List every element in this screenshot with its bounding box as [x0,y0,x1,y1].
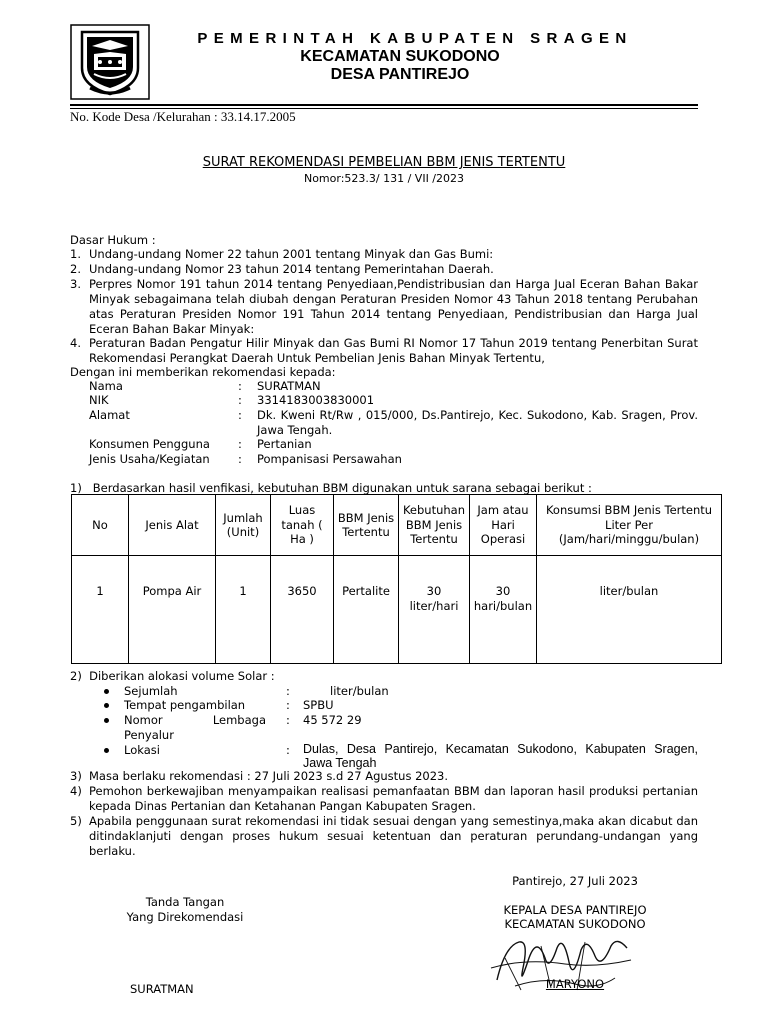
table-cell: 30 hari/bulan [470,556,537,664]
dasar-hukum-item: 1. Undang-undang Nomer 22 tahun 2001 tentang Minyak dan Gas Bumi: [70,247,494,261]
solar-lembaga-value: 45 572 29 [303,713,362,727]
solar-tempat-value: SPBU [303,698,334,712]
table-cell: 1 [216,556,271,664]
point-1: 1) Berdasarkan hasil venfikasi, kebutuhan BBM digunakan untuk sarana sebagai berikut : [70,481,592,495]
solar-sejumlah-value: liter/bulan [330,684,389,698]
table-cell: 1 [72,556,129,664]
table-header-cell: No [72,495,129,556]
table-cell: Pompa Air [129,556,216,664]
solar-lokasi-value: Dulas, Desa Pantirejo, Kecamatan Sukodono, Kabupaten Sragen, Jawa Tengah [303,742,698,770]
document-title: SURAT REKOMENDASI PEMBELIAN BBM JENIS TERTENTU [202,155,566,170]
point-2: 2) Diberikan alokasi volume Solar : [70,669,275,683]
field-nik-value: 3314183003830001 [257,393,375,407]
solar-tempat-label: Tempat pengambilan [124,698,246,712]
table-row [72,556,722,664]
document-number: Nomor:523.3/ 131 / VII /2023 [303,172,465,185]
bullet-icon [104,703,109,708]
field-konsumen-value: Pertanian [257,437,312,451]
field-colon: : [238,379,242,393]
table-cell: liter/bulan [537,556,722,664]
bullet-icon [104,718,109,723]
dasar-hukum-label: Dasar Hukum : [70,233,156,247]
solar-lembaga-label: Nomor Lembaga Penyalur [124,713,266,742]
table-cell: Pertalite [334,556,399,664]
place-date: Pantirejo, 27 Juli 2023 [512,874,638,888]
field-alamat-value: Dk. Kweni Rt/Rw , 015/000, Ds.Pantirejo, Kec. Sukodono, Kab. Sragen, Prov. Jawa Tengah. [257,408,698,437]
field-colon: : [238,393,242,407]
intro-text: Dengan ini memberikan rekomendasi kepada: [70,365,336,379]
table-cell: 30 liter/hari [399,556,470,664]
bbm-table [71,494,722,664]
field-konsumen-label: Konsumen Pengguna [89,437,210,451]
signature-left-line1: Tanda Tangan [145,895,225,909]
signature-left-line2: Yang Direkomendasi [126,910,244,924]
table-cell: 3650 [271,556,334,664]
signature-right-title2: KECAMATAN SUKODONO [504,917,646,931]
bullet-icon [104,689,109,694]
field-colon: : [286,743,290,757]
field-alamat-label: Alamat [89,408,130,422]
field-colon: : [286,698,290,712]
table-header-cell: Jenis Alat [129,495,216,556]
field-colon: : [238,408,242,422]
regency-logo [70,24,150,100]
table-header-cell: BBM Jenis Tertentu [334,495,399,556]
signature-right-name: MARYONO [545,977,605,991]
dasar-hukum-item: 4. Peraturan Badan Pengatur Hilir Minyak dan Gas Bumi RI Nomor 17 Tahun 2019 tentang Penerbitan Surat Rekomendasi Perangkat Daerah Untuk Pembelian Jenis Bahan Minyak Tertentu, [70,336,698,365]
table-header-cell: Kebutuhan BBM Jenis Tertentu [399,495,470,556]
bullet-icon [104,748,109,753]
field-nama-value: SURATMAN [257,379,321,393]
field-colon: : [286,684,290,698]
point-4: 4) Pemohon berkewajiban menyampaikan realisasi pemanfaatan BBM dan laporan hasil produksi pertanian kepada Dinas Pertanian dan Ketahanan Pangan Kabupaten Sragen. [70,784,698,813]
table-header-row [72,495,722,556]
field-nama-label: Nama [89,379,123,393]
solar-sejumlah-label: Sejumlah [124,684,178,698]
table-header-cell: Jam atau Hari Operasi [470,495,537,556]
point-5: 5) Apabila penggunaan surat rekomendasi ini tidak sesuai dengan yang semestinya,maka akan dicabut dan ditindaklanjuti dengan proses hukum sesuai ketentuan dan peraturan perundang-undangan yang berlaku. [70,814,698,858]
field-colon: : [238,452,242,466]
signature-left-name: SURATMAN [130,982,194,996]
field-usaha-label: Jenis Usaha/Kegiatan [89,452,210,466]
signature-right-title1: KEPALA DESA PANTIREJO [503,903,647,917]
point-3: 3) Masa berlaku rekomendasi : 27 Juli 2023 s.d 27 Agustus 2023. [70,769,449,783]
header-line3: DESA PANTIREJO [330,66,470,83]
field-colon: : [238,437,242,451]
table-header-cell: Konsumsi BBM Jenis Tertentu Liter Per (Jam/hari/minggu/bulan) [537,495,722,556]
header-line1: PEMERINTAH KABUPATEN SRAGEN [197,30,633,47]
table-header-cell: Luas tanah ( Ha ) [271,495,334,556]
kode-desa: No. Kode Desa /Kelurahan : 33.14.17.2005 [70,109,296,124]
solar-lokasi-label: Lokasi [124,743,160,757]
dasar-hukum-item: 2. Undang-undang Nomor 23 tahun 2014 tentang Pemerintahan Daerah. [70,262,494,276]
field-nik-label: NIK [89,393,109,407]
dasar-hukum-item: 3. Perpres Nomor 191 tahun 2014 tentang Penyediaan,Pendistribusian dan Harga Jual Eceran Bahan Bakar Minyak sebagaimana telah diubah dengan Peraturan Presiden Nomor 43 Tahun 2018 tentang Perubahan atas Peraturan Presiden Nomor 191 Tahun 2014 tentang Penyediaan, Pendistribusian dan Harga Jual Eceran Bahan Bakar Minyak: [70,277,698,336]
field-usaha-value: Pompanisasi Persawahan [257,452,402,466]
table-header-cell: Jumlah (Unit) [216,495,271,556]
field-colon: : [286,713,290,727]
header-line2: KECAMATAN SUKODONO [300,48,500,65]
